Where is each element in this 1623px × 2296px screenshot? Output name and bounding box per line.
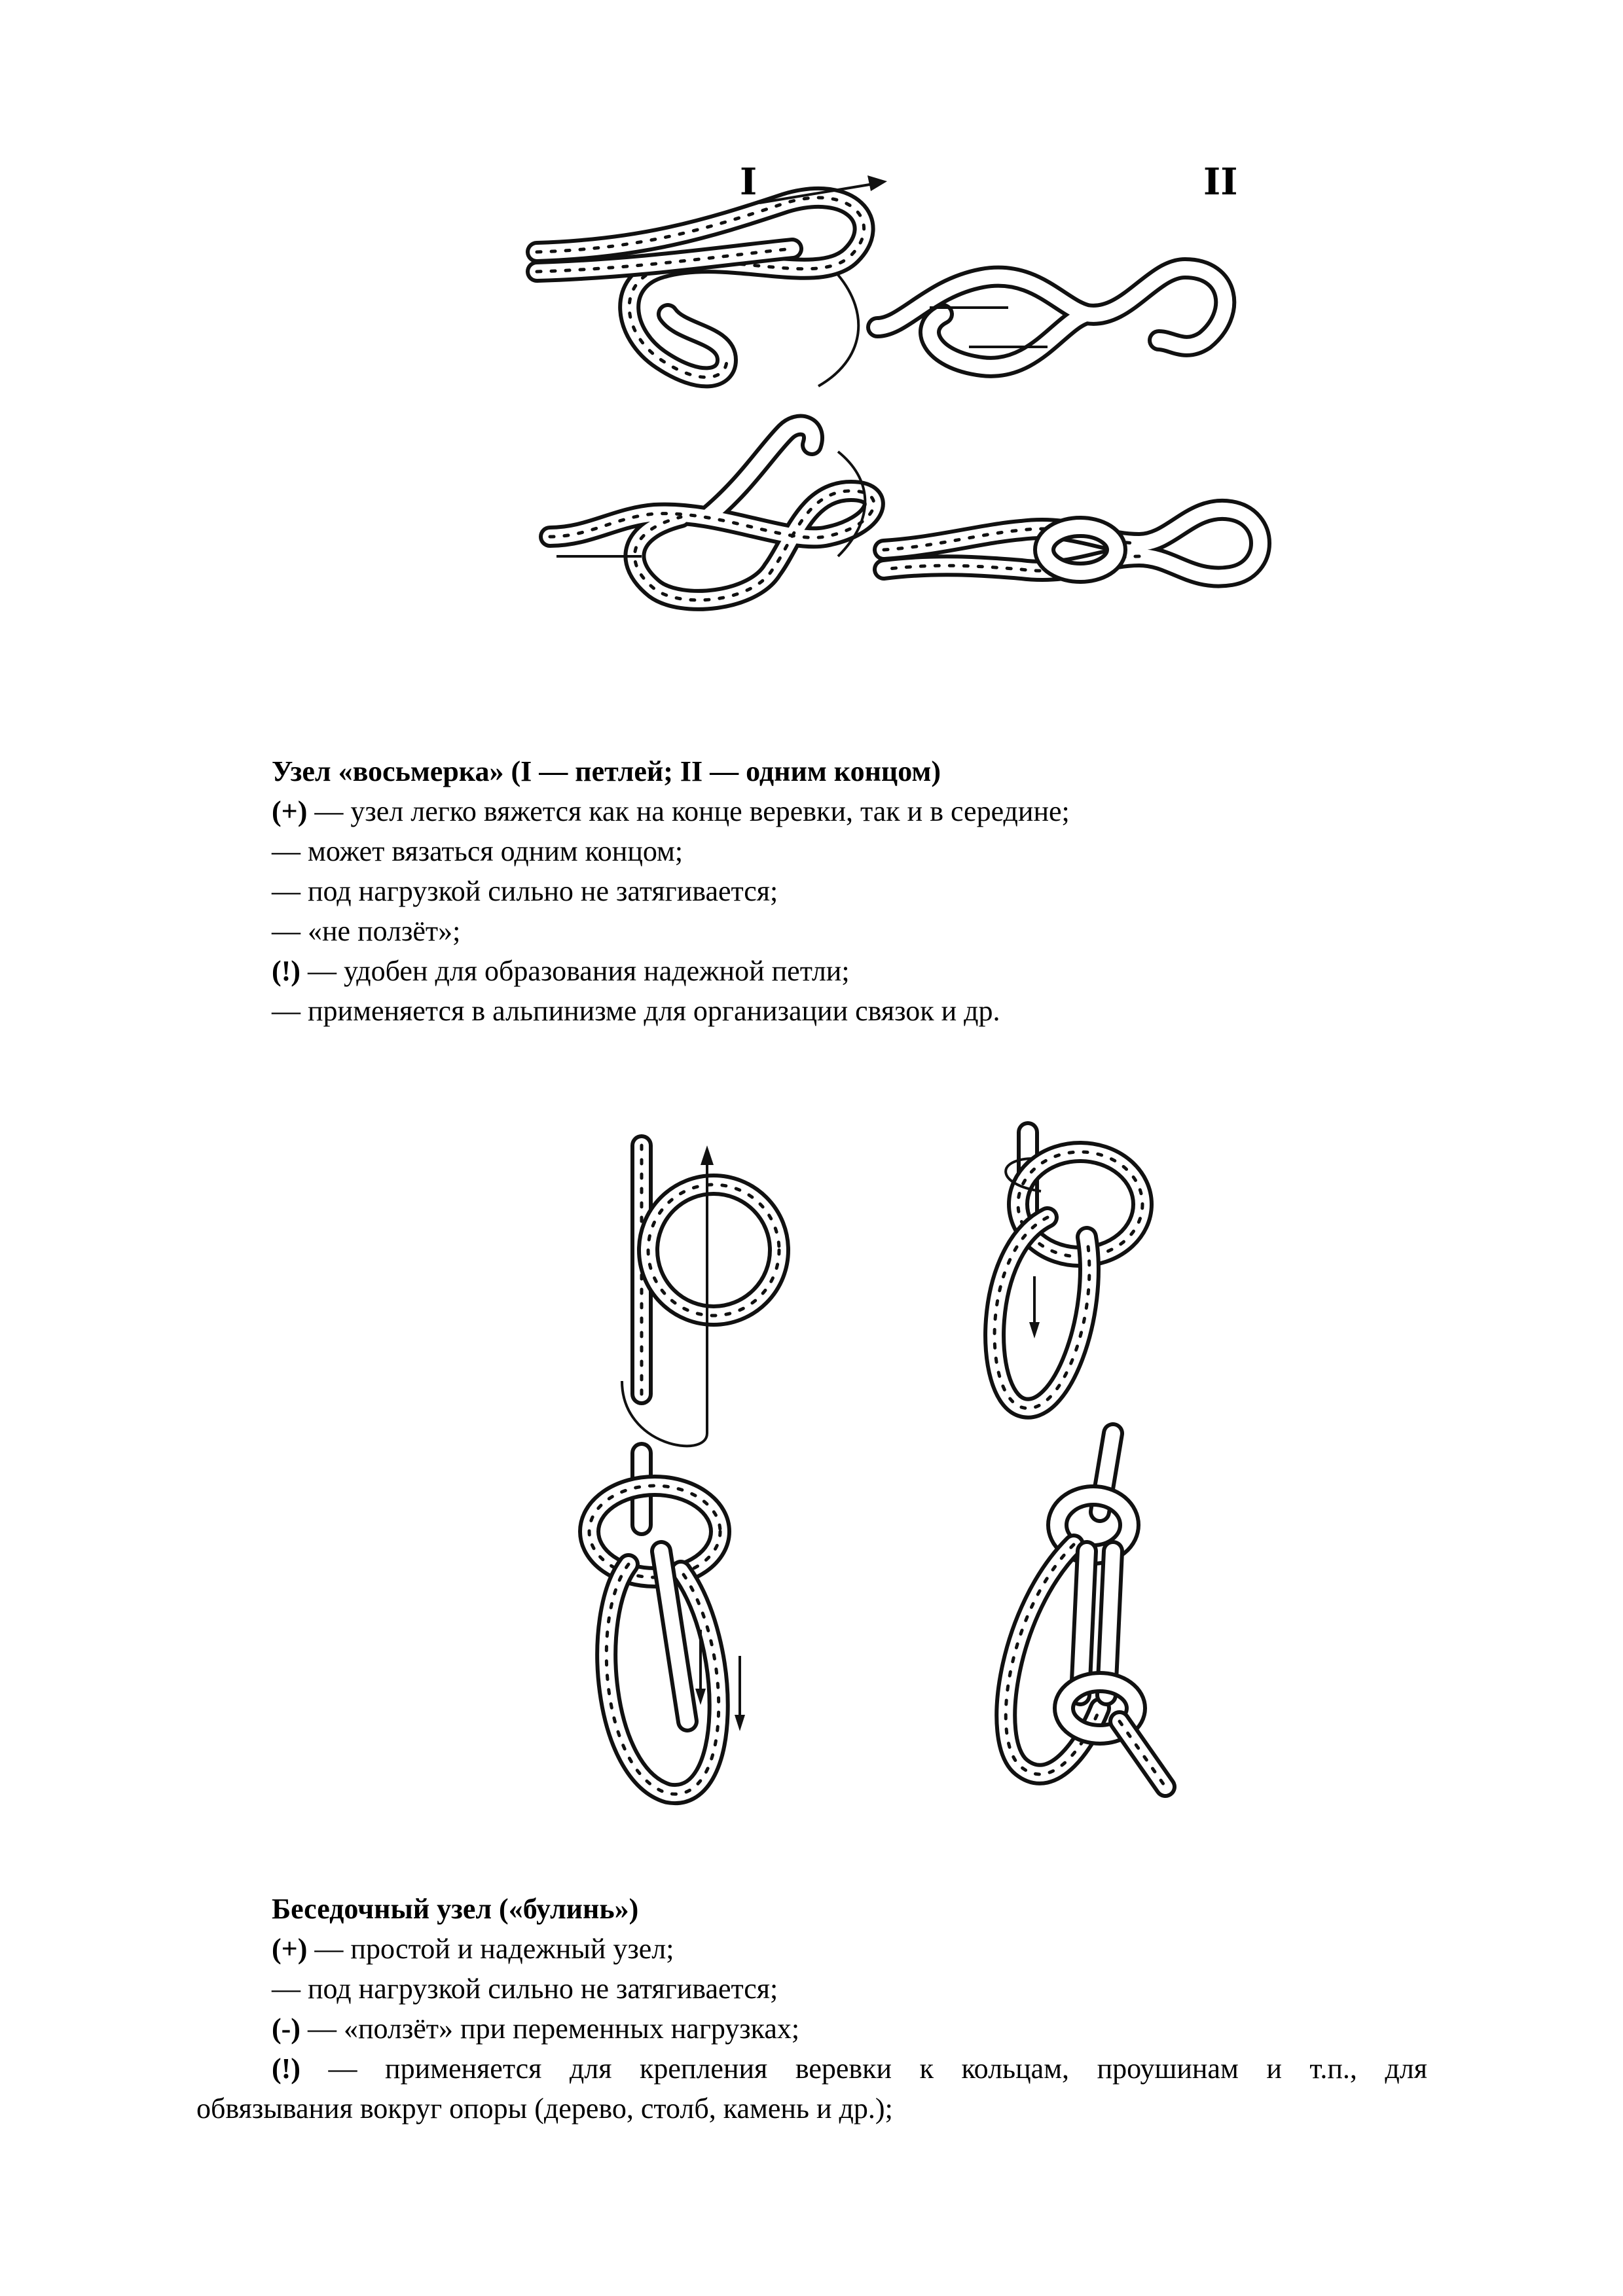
text-line: обвязывания вокруг опоры (дерево, столб, камень и др.);	[196, 2092, 893, 2125]
bowline-step-3	[589, 1453, 745, 1794]
text-line: — под нагрузкой сильно не затягивается;	[272, 875, 778, 907]
text-line: — под нагрузкой сильно не затягивается;	[272, 1973, 778, 2005]
figure-eight-illustration	[511, 151, 1277, 707]
bowline-step-4	[1006, 1433, 1165, 1787]
text-line: — «не ползёт»;	[272, 915, 461, 947]
text-line: (!) — удобен для образования надежной петли;	[272, 955, 850, 987]
figure-eight-step-3	[550, 425, 874, 600]
figure-eight-step-4	[884, 510, 1260, 577]
figure-label-ii: II	[1203, 160, 1238, 204]
text-line: — может вязаться одним концом;	[272, 835, 684, 867]
text-line: — применяется в альпинизме для организации связок и др.	[272, 995, 1000, 1027]
bowline-step-2	[994, 1132, 1142, 1408]
figure-label-i: I	[740, 160, 757, 204]
figure-eight-step-2	[877, 268, 1225, 367]
bowline-heading: Беседочный узел («булинь»)	[272, 1893, 639, 1925]
figure-eight-step-1	[537, 175, 887, 386]
text-line: (!) — применяется для крепления веревки к кольцам, проушинам и т.п., для	[272, 2053, 1427, 2085]
figure-eight-heading: Узел «восьмерка» (I — петлей; II — одним концом)	[272, 755, 941, 787]
text-line: (+) — узел легко вяжется как на конце веревки, так и в середине;	[272, 795, 1070, 827]
bowline-description	[196, 1889, 1427, 2128]
text-line: (+) — простой и надежный узел;	[272, 1933, 674, 1965]
text-line: (-) — «ползёт» при переменных нагрузках;	[272, 2013, 800, 2045]
figure-eight-description	[272, 751, 1070, 1031]
bowline-illustration	[563, 1119, 1231, 1852]
bowline-step-1	[622, 1145, 779, 1446]
